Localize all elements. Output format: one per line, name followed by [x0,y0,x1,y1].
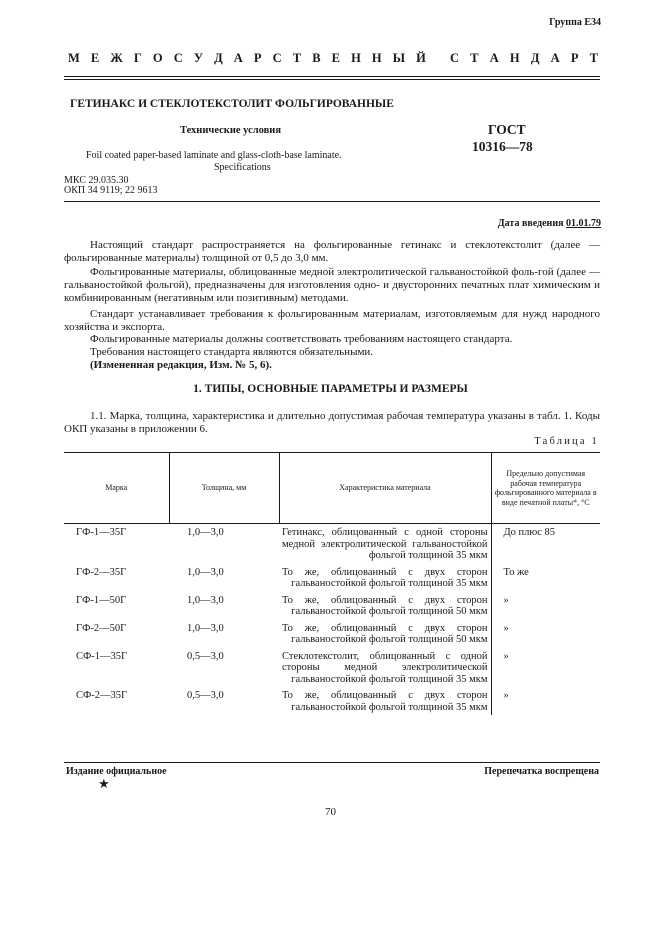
cell-thickness: 1,0—3,0 [187,594,224,606]
banner-letter: Н [509,51,520,65]
banner-letter: Д [530,51,540,65]
cell-description: Гетинакс, облицованный с одной стороны медной электролитической гальваностойкой фольгой толщиной 35 мкм [279,524,491,564]
cell-description: То же, облицованный с двух сторон гальваностойкой фольгой толщиной 50 мкм [279,592,491,620]
english-title: Foil coated paper-based laminate and glass-cloth-base laminate. [86,150,342,161]
banner-letter: С [173,51,183,65]
banner-letter: В [312,51,321,65]
header-rule [64,201,600,202]
cell-temperature: » [503,690,509,701]
date-value: 01.01.79 [566,218,601,229]
banner-word-standard [450,51,598,66]
gost-label: ГОСТ [488,122,526,137]
banner-letter: А [233,51,243,65]
table-label: Таблица 1 [534,436,599,447]
cell-mark: ГФ-2—35Г [76,566,127,578]
paragraph-text: (Измененная редакция, Изм. № 5, 6). [90,359,272,371]
gost-number: 10316—78 [472,139,533,154]
cell-temperature: До плюс 85 [503,527,556,538]
cell-temperature: » [503,650,509,662]
banner-letter: Н [371,51,382,65]
header-characteristic: Характеристика материала [279,453,491,524]
cell-mark: ГФ-1—35Г [76,527,127,538]
cell-temperature: » [503,594,509,606]
materials-table [64,453,600,715]
group-code: Группа Е34 [549,17,601,28]
banner-letter: Р [570,51,579,65]
top-rule [64,76,600,77]
table-row [64,592,600,620]
paragraph-text: Фольгированные материалы должны соответствовать требованиям настоящего стандарта. [90,333,513,345]
paragraph-text: Настоящий стандарт распространяется на фольгированные гетинакс и стеклотекстолит (далее — фольгированные материалы) толщиной от 0,5 до 3,0 мм. [64,239,600,265]
cell-mark: СФ-2—35Г [76,690,128,701]
introduction-date [498,218,601,229]
cell-mark: ГФ-2—50Г [76,622,127,634]
table-row [64,564,600,592]
document-subtitle: Технические условия [180,125,282,136]
banner-letter: Р [253,51,262,65]
cell-description: То же, облицованный с двух сторон гальваностойкой фольгой толщиной 35 мкм [279,687,491,715]
banner-letter: Ж [110,51,123,65]
section-heading: 1. ТИПЫ, ОСНОВНЫЕ ПАРАМЕТРЫ И РАЗМЕРЫ [193,383,468,395]
top-rule-thin [64,79,600,80]
cell-thickness: 1,0—3,0 [187,527,224,538]
paragraph-mandatory [64,346,600,359]
paragraph-scope [64,239,600,265]
table-row [64,648,600,688]
page-number: 70 [325,806,336,818]
cell-mark: ГФ-1—50Г [76,594,127,606]
banner-letter: М [68,51,80,65]
cell-thickness: 1,0—3,0 [187,622,224,634]
paragraph-text: Требования настоящего стандарта являются обязательными. [90,346,374,358]
paragraph-requirements [64,308,600,334]
reprint-prohibited: Перепечатка воспрещена [484,766,599,777]
banner-letter: Й [416,51,426,65]
header-mark: Марка [64,453,169,524]
banner-letter: Г [133,51,142,65]
banner-letter: Е [90,51,100,65]
banner-letter: А [489,51,499,65]
mks-code: МКС 29.035.30 [64,175,129,186]
banner-letter: С [272,51,282,65]
date-label: Дата введения [497,218,564,229]
cell-temperature: » [503,622,509,634]
table-header-row [64,453,600,524]
star-icon: ★ [98,776,110,791]
banner-letter: Т [292,51,302,65]
standard-banner [68,51,598,66]
english-specifications: Specifications [214,162,271,173]
table-row [64,620,600,648]
cell-thickness: 0,5—3,0 [187,650,224,662]
header-temperature: Предельно допустимая рабочая температура фольгированного материала в виде печатной платы*, °С [491,453,600,524]
cell-thickness: 1,0—3,0 [187,566,224,578]
cell-temperature: То же [503,566,529,578]
header-thickness: Толщина, мм [169,453,279,524]
paragraph-purpose [64,266,600,306]
paragraph-1-1 [64,410,600,436]
cell-mark: СФ-1—35Г [76,650,128,662]
banner-letter: О [152,51,163,65]
paragraph-compliance [64,333,600,346]
paragraph-revision [64,359,600,372]
cell-thickness: 0,5—3,0 [187,690,224,701]
banner-letter: С [450,51,460,65]
document-title: ГЕТИНАКС И СТЕКЛОТЕКСТОЛИТ ФОЛЬГИРОВАННЫЕ [70,98,394,110]
cell-description: То же, облицованный с двух сторон гальваностойкой фольгой толщиной 50 мкм [279,620,491,648]
banner-letter: Н [351,51,361,65]
banner-letter: А [550,51,560,65]
banner-letter: У [193,51,203,65]
cell-description: Стеклотекстолит, облицованный с одной стороны медной электролитической гальваностойкой фольгой толщиной 35 мкм [279,648,491,688]
paragraph-text: 1.1. Марка, толщина, характеристика и длительно допустимая рабочая температура указаны в табл. 1. Коды ОКП указаны в приложении 6. [64,410,600,436]
banner-letter: Д [214,51,223,65]
banner-letter: Ы [392,51,406,65]
banner-letter: Т [589,51,598,65]
cell-description: То же, облицованный с двух сторон гальваностойкой фольгой толщиной 35 мкм [279,564,491,592]
banner-letter: Е [331,51,340,65]
okp-code: ОКП 34 9119; 22 9613 [64,185,158,196]
table-row [64,687,600,715]
paragraph-text: Фольгированные материалы, облицованные медной электролитической гальваностойкой фоль-гой (далее — гальваностойкой фольгой), предназначены для изготовления одно- и двусторонних печатных плат химическим и комбинированным (негативным или позитивным) методами. [64,266,600,305]
banner-word-interstate [68,51,426,66]
banner-letter: Т [470,51,479,65]
footer-rule [64,762,600,763]
table-row [64,524,600,564]
official-edition: Издание официальное [66,766,167,777]
paragraph-text: Стандарт устанавливает требования к фольгированным материалам, изготовляемым для нужд народного хозяйства и экспорта. [64,308,600,334]
